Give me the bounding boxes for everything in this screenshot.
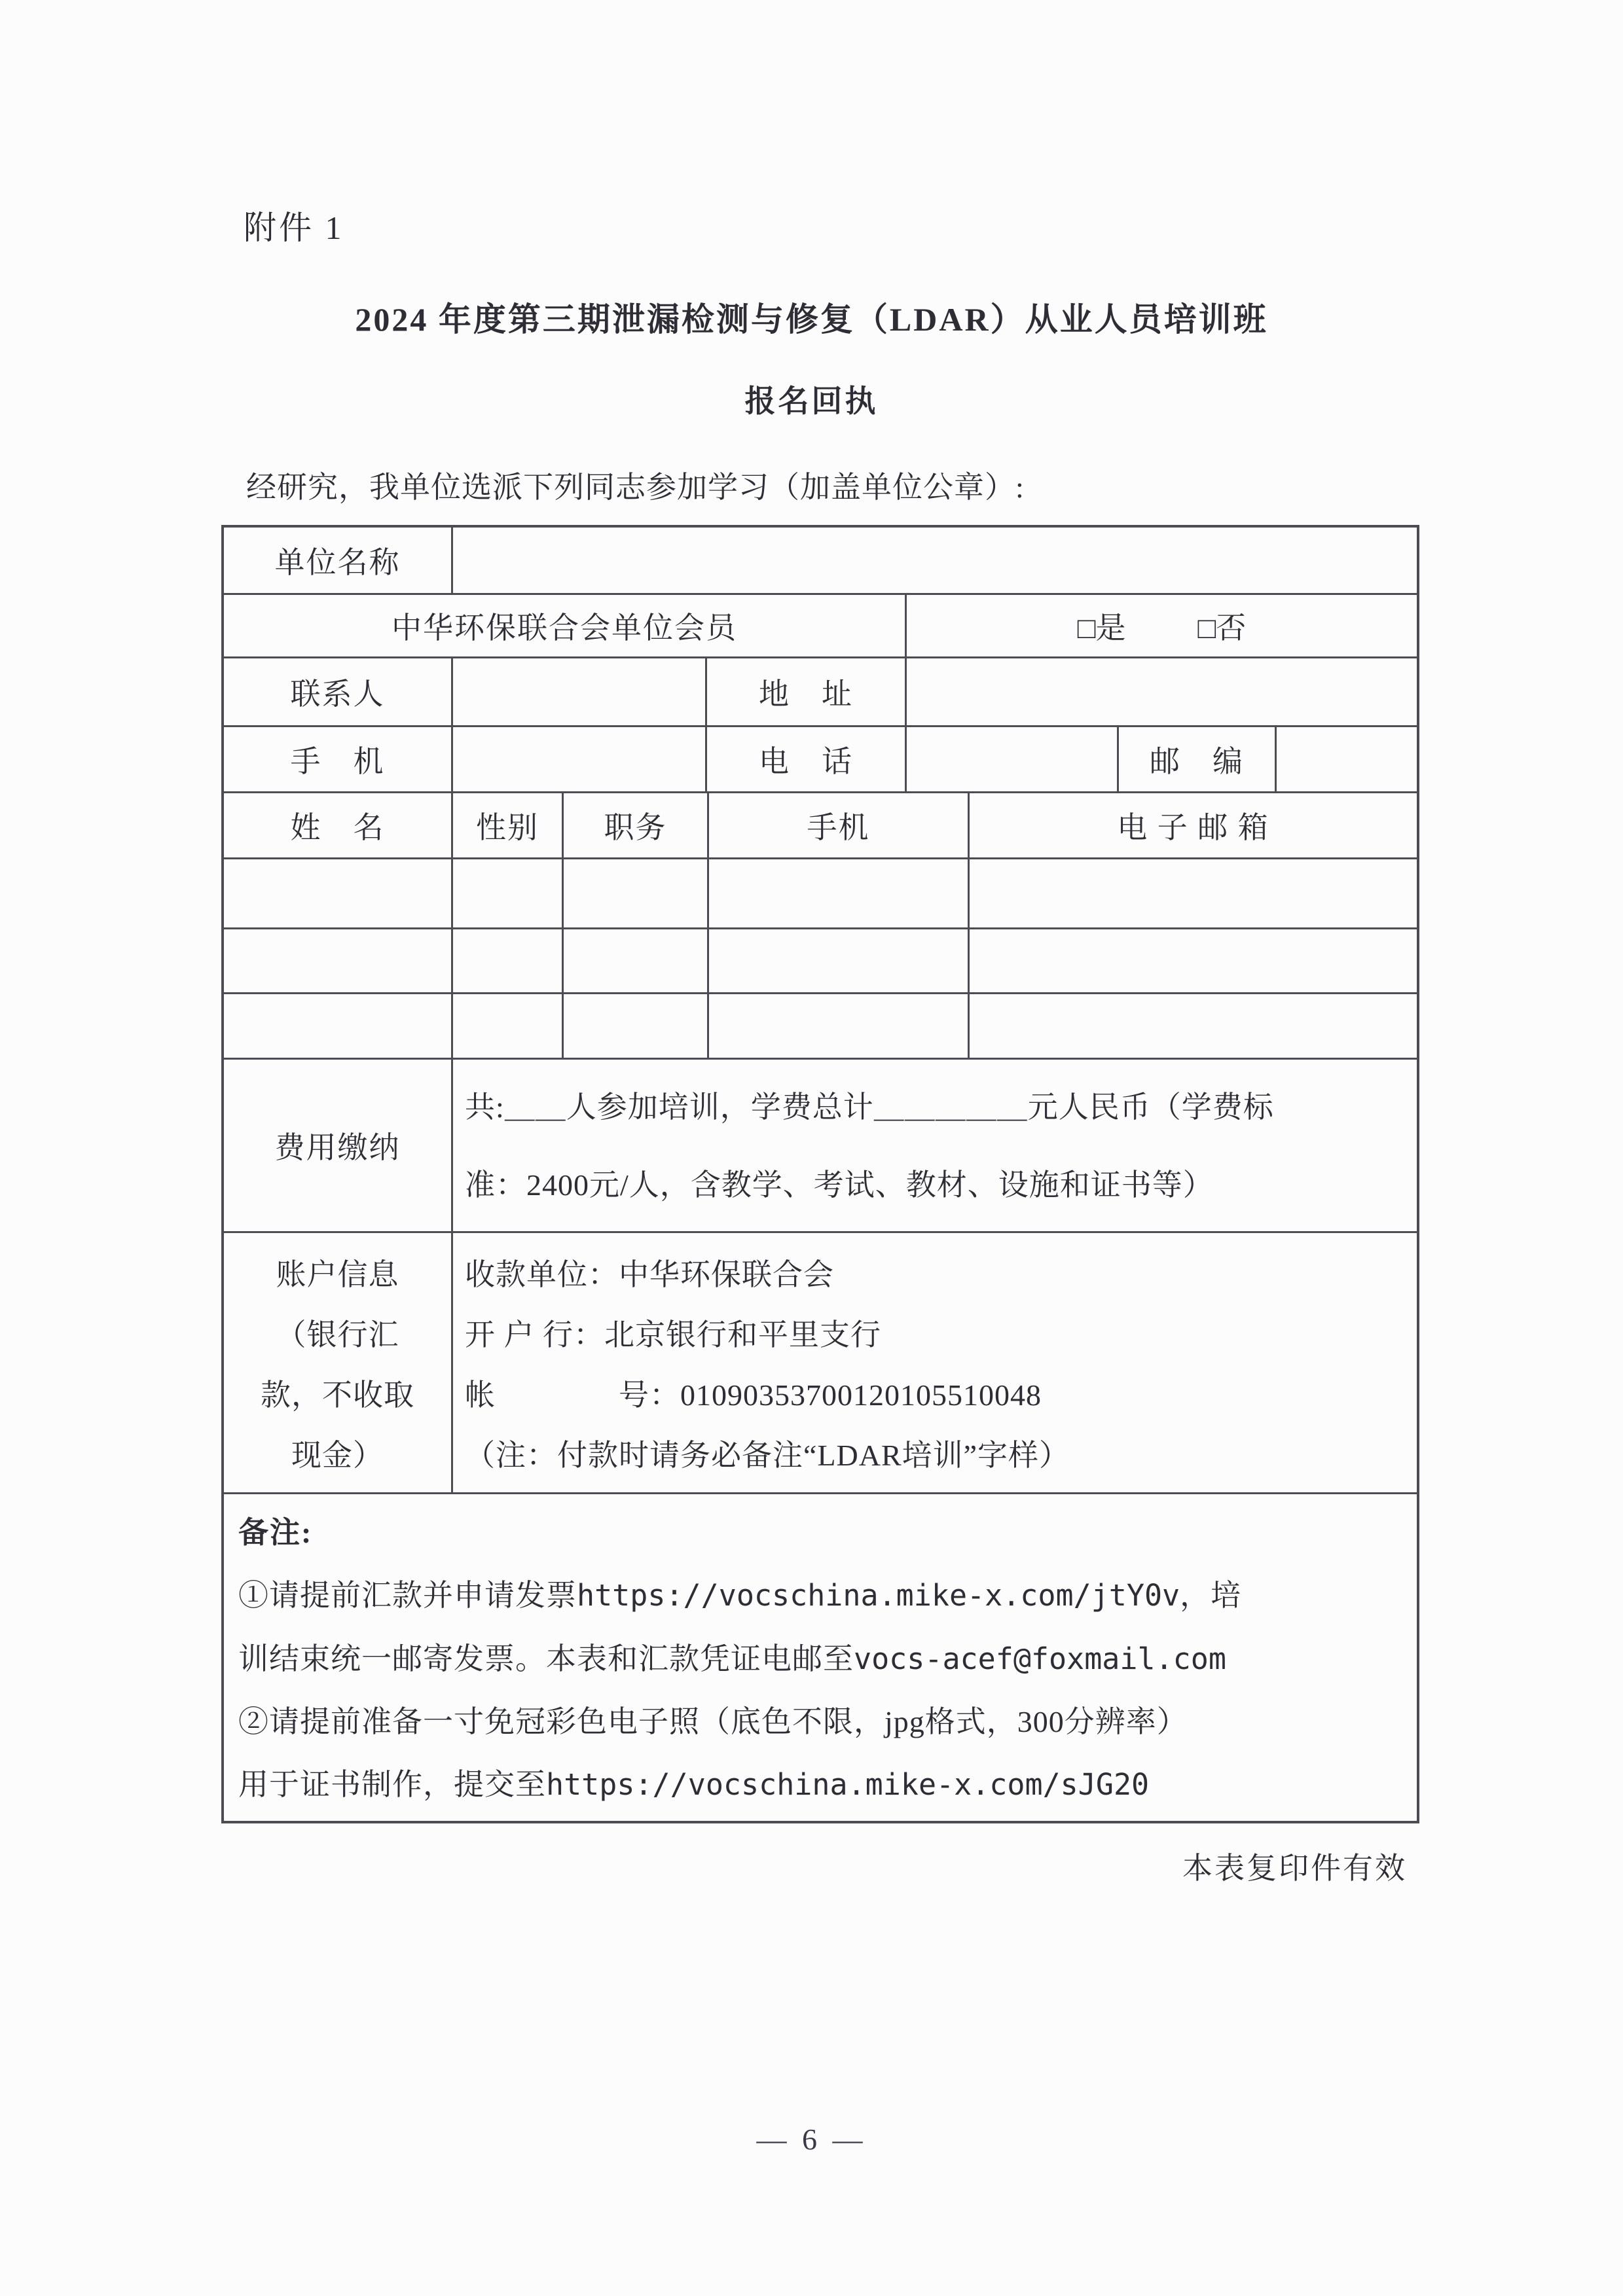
bank-value: 北京银行和平里支行 — [604, 1318, 881, 1352]
row-contact-address — [224, 658, 1417, 727]
remark-2-text: 训结束统一邮寄发票。本表和汇款凭证电邮至 — [238, 1641, 854, 1676]
company-name-input-cell[interactable] — [453, 528, 1417, 593]
attendee-3-email-cell[interactable] — [970, 994, 1417, 1058]
phone-label: 电 话 — [707, 727, 907, 792]
attendee-name-header: 姓 名 — [224, 793, 453, 857]
attendee-3-name-cell[interactable] — [224, 994, 453, 1058]
account-label-line-1: 账户信息 — [276, 1257, 399, 1291]
row-account — [224, 1233, 1417, 1494]
payee-value: 中华环保联合会 — [619, 1257, 834, 1291]
fee-detail-cell — [453, 1060, 1417, 1231]
remark-1-text: ①请提前汇款并申请发票 — [238, 1579, 577, 1613]
copy-valid-note: 本表复印件有效 — [1182, 1852, 1407, 1885]
remark-4-text: 用于证书制作，提交至 — [238, 1768, 546, 1801]
company-name-label: 单位名称 — [224, 528, 453, 593]
row-remarks — [224, 1494, 1417, 1821]
account-number-line — [465, 1371, 1042, 1414]
address-input-cell[interactable] — [907, 658, 1417, 725]
row-fee — [224, 1060, 1417, 1233]
remarks-heading: 备注: — [238, 1516, 313, 1550]
attendee-row-2 — [224, 929, 1417, 995]
account-number-value: 01090353700120105510048 — [680, 1378, 1042, 1412]
remark-line-1 — [238, 1571, 1241, 1615]
document-title: 2024 年度第三期泄漏检测与修复（LDAR）从业人员培训班 — [355, 301, 1268, 338]
attendee-gender-header: 性别 — [453, 793, 564, 857]
fee-line-2: 准：2400元/人，含教学、考试、教材、设施和证书等） — [465, 1168, 1214, 1202]
fee-line-1: 共:＿＿人参加培训，学费总计＿＿＿＿＿元人民币（学费标 — [465, 1090, 1274, 1124]
account-label-line-2: （银行汇 — [276, 1318, 399, 1352]
remark-line-2 — [238, 1635, 1226, 1678]
account-number-label: 帐 号： — [465, 1378, 680, 1412]
attendee-3-mobile-cell[interactable] — [709, 994, 970, 1058]
payee-line — [465, 1251, 834, 1294]
intro-line: 经研究，我单位选派下列同志参加学习（加盖单位公章）: — [246, 471, 1025, 504]
member-answer-cell — [907, 595, 1417, 657]
attendee-1-name-cell[interactable] — [224, 859, 453, 927]
attendee-3-position-cell[interactable] — [564, 994, 709, 1058]
mobile-label: 手 机 — [224, 727, 453, 792]
attendee-1-email-cell[interactable] — [970, 859, 1417, 927]
remark-line-4 — [238, 1761, 1149, 1804]
bank-label: 开 户 行： — [465, 1318, 604, 1352]
row-company-name — [224, 528, 1417, 595]
attendee-1-position-cell[interactable] — [564, 859, 709, 927]
payee-label: 收款单位： — [465, 1257, 619, 1291]
contact-input-cell[interactable] — [453, 658, 707, 725]
member-yes-checkbox[interactable]: □是 — [1077, 611, 1126, 645]
postcode-label: 邮 编 — [1119, 727, 1277, 792]
page-number: — 6 — — [756, 2123, 867, 2156]
contact-email: vocs-acef@foxmail.com — [854, 1641, 1226, 1676]
remark-1-tail: ，培 — [1180, 1579, 1242, 1613]
attendee-mobile-header: 手机 — [709, 793, 970, 857]
account-label-line-4: 现金） — [291, 1439, 384, 1473]
member-question-label: 中华环保联合会单位会员 — [224, 595, 907, 657]
account-label-line-3: 款，不收取 — [261, 1378, 414, 1412]
attendee-2-name-cell[interactable] — [224, 929, 453, 993]
row-mobile-phone-postcode — [224, 727, 1417, 794]
payment-note-line: （注：付款时请务必备注“LDAR培训”字样） — [465, 1439, 1070, 1473]
mobile-input-cell[interactable] — [453, 727, 707, 792]
postcode-input-cell[interactable] — [1277, 727, 1417, 792]
document-subtitle: 报名回执 — [744, 385, 879, 419]
bank-line — [465, 1311, 881, 1354]
attachment-label: 附件 1 — [244, 209, 344, 246]
attendee-email-header: 电 子 邮 箱 — [1117, 811, 1269, 845]
attendee-2-gender-cell[interactable] — [453, 929, 564, 993]
attendee-row-3 — [224, 994, 1417, 1060]
address-label: 地 址 — [707, 658, 907, 725]
attendee-1-mobile-cell[interactable] — [709, 859, 970, 927]
phone-input-cell[interactable] — [907, 727, 1119, 792]
registration-form-table — [221, 525, 1419, 1823]
remark-line-3: ②请提前准备一寸免冠彩色电子照（底色不限，jpg格式，300分辨率） — [238, 1704, 1188, 1738]
attendee-1-gender-cell[interactable] — [453, 859, 564, 927]
member-no-checkbox[interactable]: □否 — [1197, 611, 1247, 645]
remarks-cell — [224, 1494, 1417, 1821]
attendee-2-email-cell[interactable] — [970, 929, 1417, 993]
row-membership — [224, 595, 1417, 659]
photo-submit-url: https://vocschina.mike-x.com/sJG20 — [546, 1767, 1150, 1802]
invoice-url: https://vocschina.mike-x.com/jtY0v — [577, 1578, 1180, 1613]
fee-label: 费用缴纳 — [224, 1060, 453, 1231]
contact-label: 联系人 — [224, 658, 453, 725]
row-attendee-header — [224, 793, 1417, 859]
attendee-2-mobile-cell[interactable] — [709, 929, 970, 993]
attendee-2-position-cell[interactable] — [564, 929, 709, 993]
attendee-3-gender-cell[interactable] — [453, 994, 564, 1058]
account-label — [224, 1233, 453, 1492]
attendee-row-1 — [224, 859, 1417, 929]
attendee-position-header: 职务 — [564, 793, 709, 857]
account-detail-cell — [453, 1233, 1417, 1492]
